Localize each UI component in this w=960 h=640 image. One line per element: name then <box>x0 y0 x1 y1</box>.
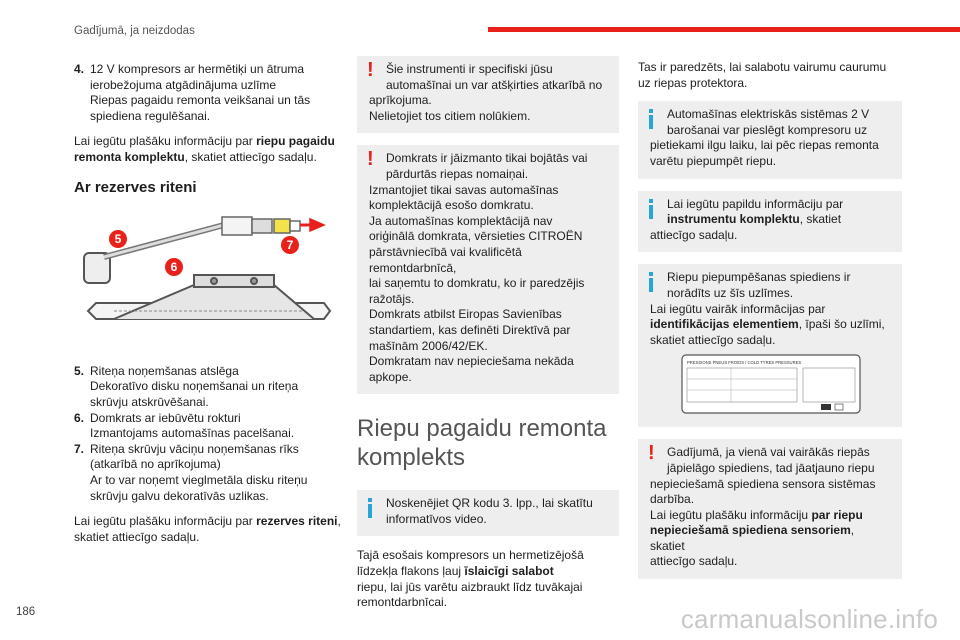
subheading-spare-wheel: Ar rezerves riteni <box>74 178 197 196</box>
info-note-toolkit: Lai iegūtu papildu informāciju par instrumentu komplektu, skatiet attiecīgo sadaļu. <box>638 191 902 253</box>
callout-5 <box>109 230 127 248</box>
callout-7 <box>281 236 299 254</box>
warning-icon: ! <box>367 148 374 171</box>
svg-text:PRESSIONS PNEUS FROIDS / COLD: PRESSIONS PNEUS FROIDS / COLD TYRES PRESSURES <box>687 360 802 366</box>
svg-text:5: 5 <box>114 232 122 247</box>
column-right <box>638 60 902 591</box>
list-item-6: 6. Domkrats ar iebūvētu rokturi Izmantojams automašīnas pacelšanai. <box>74 410 295 441</box>
info-note-power: Automašīnas elektriskās sistēmas 2 V barošanai var pieslēgt kompresoru uz pietiekami ilgu laiku, lai pēc riepas remonta varētu piepumpēt riepu. <box>638 101 902 178</box>
paragraph-purpose: Tas ir paredzēts, lai salabotu vairumu caurumu uz riepas protektora. <box>638 60 887 90</box>
tire-pressure-label-image <box>681 354 861 414</box>
link-term: riepu pagaidu remonta komplektu <box>74 134 335 164</box>
column-middle <box>357 56 619 621</box>
warning-icon: ! <box>648 442 655 465</box>
header-accent-bar <box>488 27 960 32</box>
info-note-qr: Noskenējiet QR kodu 3. lpp., lai skatītu informatīvos video. <box>357 490 619 536</box>
column-left <box>74 62 346 555</box>
paragraph-kit-description: Tajā esošais kompresors un hermetizējošā līdzekļa flakons ļauj īslaicīgi salabot riepu, lai jūs varētu aizbraukt līdz tuvākajai remontdarbnīcai. <box>357 548 584 610</box>
svg-text:7: 7 <box>286 238 294 253</box>
callout-6 <box>165 258 183 276</box>
section-title: Riepu pagaidu remonta komplekts <box>357 415 607 472</box>
cap-removal-tool-icon <box>222 217 324 235</box>
watermark: carmanualsonline.info <box>680 604 938 634</box>
paragraph-spare-reference: Lai iegūtu plašāku informāciju par rezerves riteni, skatiet attiecīgo sadaļu. <box>74 514 341 544</box>
jack-icon <box>88 275 330 319</box>
list-item-4: 4. 12 V kompresors ar hermētiķi un ātruma ierobežojuma atgādinājuma uzlīme Riepas pagaidu remonta veikšanai un tās spiediena regulēšanai. <box>74 62 311 123</box>
paragraph-kit-reference: Lai iegūtu plašāku informāciju par riepu pagaidu remonta komplektu, skatiet attiecīgo sadaļu. <box>74 134 335 164</box>
tools-illustration <box>74 215 344 345</box>
warning-note-tools: ! Šie instrumenti ir specifiski jūsu automašīnai un var atšķirties atkarībā no aprīkojuma. Nelietojiet tos citiem nolūkiem. <box>357 56 619 133</box>
info-icon <box>649 199 654 218</box>
page-number: 186 <box>16 606 36 618</box>
list-item-7: 7. Riteņa skrūvju vāciņu noņemšanas rīks (atkarībā no aprīkojuma) Ar to var noņemt vieglmetāla disku riteņu skrūvju galvu dekoratīvās uzlikas. <box>74 441 308 503</box>
svg-text:6: 6 <box>170 260 178 275</box>
list-item-5: 5. Riteņa noņemšanas atslēga Dekoratīvo disku noņemšanai un riteņa skrūvju atskrūvēšanai. <box>74 363 299 409</box>
warning-note-sensors: ! Gadījumā, ja vienā vai vairākās riepās jāpielāgo spiediens, tad jāatjauno riepu nepieciešamā spiediena sensora sistēmas darbība. Lai iegūtu plašāku informāciju par riepu nepieciešamā spiediena sensoriem, skatiet attiecīgo sadaļu. <box>638 439 902 579</box>
warning-icon: ! <box>367 59 374 81</box>
info-icon <box>649 109 654 128</box>
info-icon <box>368 498 373 517</box>
info-icon <box>649 272 654 291</box>
link-term: rezerves riteni <box>256 514 338 529</box>
running-header: Gadījumā, ja neizdodas <box>74 25 195 37</box>
warning-note-jack: ! Domkrats ir jāizmanto tikai bojātās vai pārdurtās riepas nomaiņai. Izmantojiet tikai savas automašīnas komplektācijā esošo domkratu. Ja automašīnas komplektācijā nav oriģinālā domkrata, vērsieties CITROËN pārstāvniecībā vai kvalificētā remontdarbnīcā, lai saņemtu to domkratu, ko ir paredzējis ražotājs. Domkrats atbilst Eiropas Savienības standartiem, kas definēti Direktīvā par mašīnām 2006/42/EK. Domkratam nav nepieciešama nekāda apkope. <box>357 145 619 394</box>
info-note-pressure-label: Riepu piepumpēšanas spiediens ir norādīts uz šīs uzlīmes. Lai iegūtu vairāk informācijas par identifikācijas elementiem, īpaši šo uzlīmi, skatiet attiecīgo sadaļu. PRESSIONS PNEUS FROIDS / COLD TYRES PRESSURES <box>638 264 902 427</box>
